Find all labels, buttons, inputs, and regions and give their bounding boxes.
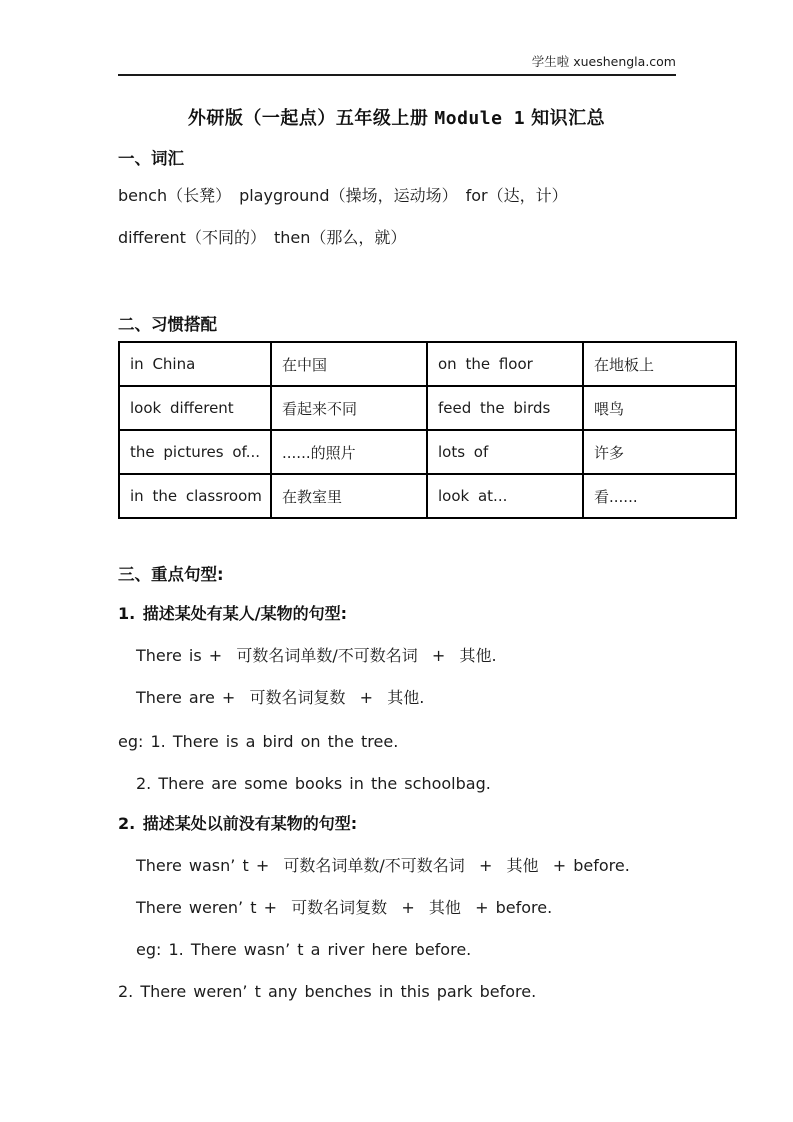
pattern1-heading: 1. 描述某处有某人/某物的句型:	[118, 604, 348, 623]
section-heading-vocabulary: 一、词汇	[118, 149, 184, 168]
pattern2-example: eg: 1. There wasn’ t a river here before.	[136, 940, 472, 959]
table-cell: in the classroom	[119, 474, 271, 518]
pattern2-formula: There wasn’ t + 可数名词单数/不可数名词 + 其他 + before.	[136, 856, 630, 875]
title-prefix: 外研版（一起点）五年级上册	[187, 108, 429, 129]
table-cell: 在地板上	[583, 342, 736, 386]
table-row	[119, 342, 736, 386]
site-label: 学生啦 xueshengla.com	[531, 54, 676, 69]
site-watermark	[118, 52, 676, 76]
table-row	[119, 386, 736, 430]
table-cell: feed the birds	[427, 386, 583, 430]
table-cell: 在中国	[271, 342, 427, 386]
collocations-table	[118, 341, 737, 519]
title-module: Module 1	[434, 108, 526, 129]
table-cell: ......的照片	[271, 430, 427, 474]
vocabulary-line: different（不同的） then（那么，就）	[118, 228, 407, 247]
table-cell: lots of	[427, 430, 583, 474]
table-cell: 喂鸟	[583, 386, 736, 430]
table-row	[119, 430, 736, 474]
table-cell: 在教室里	[271, 474, 427, 518]
pattern2-example: 2. There weren’ t any benches in this park before.	[118, 982, 537, 1001]
pattern1-formula: There is + 可数名词单数/不可数名词 + 其他.	[136, 646, 497, 665]
table-cell: 看......	[583, 474, 736, 518]
pattern2-formula: There weren’ t + 可数名词复数 + 其他 + before.	[136, 898, 553, 917]
pattern2-heading: 2. 描述某处以前没有某物的句型:	[118, 814, 358, 833]
table-cell: 许多	[583, 430, 736, 474]
vocabulary-line: bench（长凳） playground（操场，运动场） for（达，计）	[118, 186, 568, 205]
section-heading-key-sentences: 三、重点句型:	[118, 565, 224, 584]
pattern1-example: 2. There are some books in the schoolbag.	[136, 774, 491, 793]
table-cell: look different	[119, 386, 271, 430]
table-cell: in China	[119, 342, 271, 386]
page-title	[0, 104, 793, 130]
table-cell: look at...	[427, 474, 583, 518]
table-cell: 看起来不同	[271, 386, 427, 430]
table-row	[119, 474, 736, 518]
pattern1-formula: There are + 可数名词复数 + 其他.	[136, 688, 425, 707]
table-cell: the pictures of...	[119, 430, 271, 474]
title-suffix: 知识汇总	[531, 108, 606, 129]
pattern1-example: eg: 1. There is a bird on the tree.	[118, 732, 399, 751]
table-cell: on the floor	[427, 342, 583, 386]
section-heading-collocations: 二、习惯搭配	[118, 315, 217, 334]
